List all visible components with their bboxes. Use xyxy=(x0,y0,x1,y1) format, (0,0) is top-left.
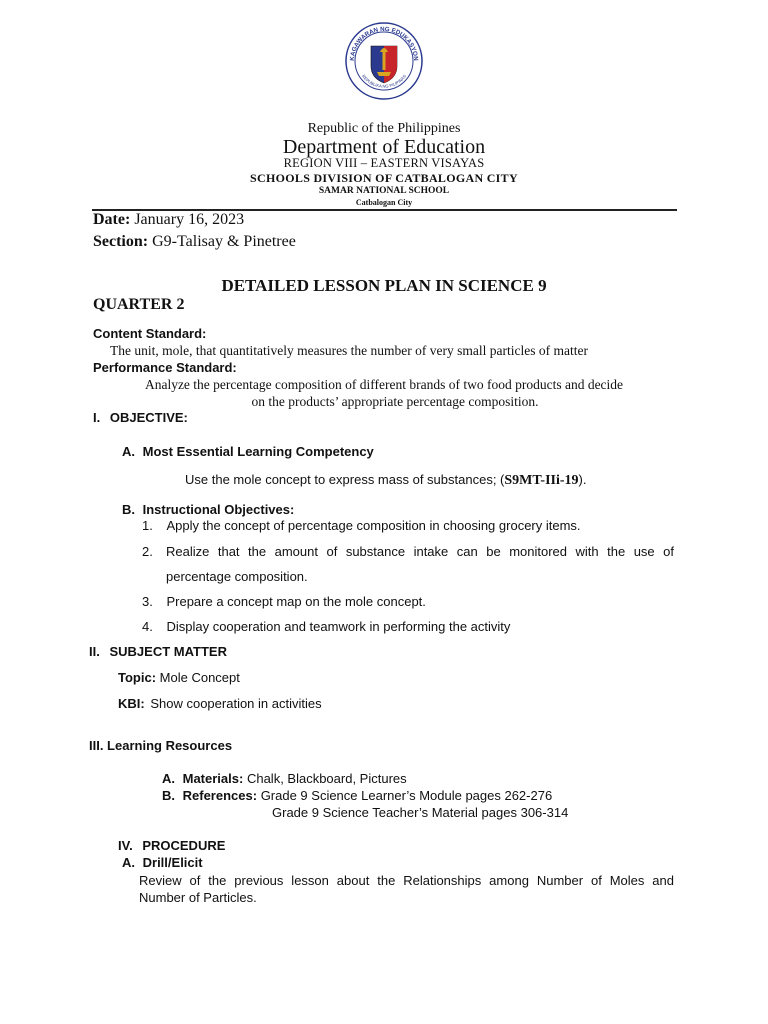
references-line2: Grade 9 Science Teacher’s Material pages 306-314 xyxy=(272,805,569,820)
objective-item-2-cont: percentage composition. xyxy=(166,569,308,584)
section-label: Section: xyxy=(93,233,149,250)
kbi-label: KBI: xyxy=(118,696,145,711)
kbi-row xyxy=(118,696,322,711)
objective-item-4 xyxy=(142,619,510,634)
procedure-title: PROCEDURE xyxy=(142,838,226,853)
content-standard-text: The unit, mole, that quantitatively measures the number of very small particles of matter xyxy=(110,343,588,358)
objective-item-text: Display cooperation and teamwork in performing the activity xyxy=(166,619,511,634)
drill-title: Drill/Elicit xyxy=(142,855,203,870)
references-label: References: xyxy=(182,788,258,803)
division-line: SCHOOLS DIVISION OF CATBALOGAN CITY xyxy=(250,171,518,185)
objective-item-num: 2. xyxy=(142,544,153,559)
objective-item-1 xyxy=(142,518,581,533)
materials-row xyxy=(162,771,407,786)
melc-letter: A. xyxy=(122,444,135,459)
objective-item-num: 3. xyxy=(142,594,153,609)
topic-row xyxy=(118,670,240,685)
objective-item-num: 4. xyxy=(142,619,153,634)
instructional-objectives-heading xyxy=(122,502,294,517)
references-letter: B. xyxy=(162,788,175,803)
section-row xyxy=(93,233,296,251)
drill-text-line2: Number of Particles. xyxy=(139,890,257,905)
procedure-num: IV. xyxy=(118,838,133,853)
materials-value: Chalk, Blackboard, Pictures xyxy=(246,771,407,786)
melc-text-end: ). xyxy=(578,472,587,487)
date-label: Date: xyxy=(93,211,131,228)
objective-title: OBJECTIVE: xyxy=(109,410,188,425)
materials-label: Materials: xyxy=(182,771,244,786)
subject-matter-heading xyxy=(89,644,227,659)
objective-heading xyxy=(93,410,188,425)
seal-top-text: KAGAWARAN NG EDUKASYON xyxy=(348,25,420,61)
references-line1: Grade 9 Science Learner’s Module pages 262-276 xyxy=(260,788,553,803)
republic-line: Republic of the Philippines xyxy=(307,121,461,136)
department-line: Department of Education xyxy=(282,136,486,158)
content-standard-label: Content Standard: xyxy=(93,326,207,341)
drill-text-line1: Review of the previous lesson about the Relationships among Number of Moles and xyxy=(139,873,674,888)
melc-text xyxy=(185,472,587,489)
date-value: January 16, 2023 xyxy=(134,211,245,228)
drill-heading xyxy=(122,855,203,870)
region-line: REGION VIII – EASTERN VISAYAS xyxy=(283,156,485,170)
melc-title: Most Essential Learning Competency xyxy=(142,444,374,459)
deped-seal xyxy=(344,8,424,118)
instr-letter: B. xyxy=(122,502,135,517)
section-value: G9-Talisay & Pinetree xyxy=(152,233,296,250)
melc-code: S9MT-IIi-19 xyxy=(504,473,579,488)
objective-num: I. xyxy=(93,410,101,425)
objective-item-text: Prepare a concept map on the mole concept. xyxy=(166,594,426,609)
objective-item-2 xyxy=(142,544,674,559)
objective-item-text: Apply the concept of percentage composition in choosing grocery items. xyxy=(166,518,581,533)
references-row xyxy=(162,788,552,803)
materials-letter: A. xyxy=(162,771,175,786)
lesson-plan-title: DETAILED LESSON PLAN IN SCIENCE 9 xyxy=(221,276,547,295)
melc-text-main: Use the mole concept to express mass of substances; ( xyxy=(185,472,505,487)
city-line: Catbalogan City xyxy=(355,198,413,207)
date-row xyxy=(93,211,244,229)
kbi-value: Show cooperation in activities xyxy=(150,696,322,711)
subject-matter-title: SUBJECT MATTER xyxy=(109,644,227,659)
learning-resources-heading: III. Learning Resources xyxy=(89,738,233,753)
school-line: SAMAR NATIONAL SCHOOL xyxy=(318,186,450,196)
performance-standard-line1: Analyze the percentage composition of different brands of two food products and decide xyxy=(144,377,624,392)
instr-title: Instructional Objectives: xyxy=(142,502,295,517)
melc-heading xyxy=(122,444,374,459)
seal-bottom-text: REPUBLIKA NG PILIPINAS xyxy=(360,73,408,89)
drill-letter: A. xyxy=(122,855,135,870)
topic-label: Topic: xyxy=(118,670,157,685)
subject-matter-num: II. xyxy=(89,644,100,659)
deped-seal-graphic xyxy=(344,8,424,118)
objective-item-3 xyxy=(142,594,426,609)
objective-item-num: 1. xyxy=(142,518,153,533)
quarter-label: QUARTER 2 xyxy=(93,296,185,313)
objective-item-text: Realize that the amount of substance intake can be monitored with the use of xyxy=(166,544,674,559)
performance-standard-line2: on the products’ appropriate percentage composition. xyxy=(251,394,539,409)
topic-value: Mole Concept xyxy=(159,670,240,685)
performance-standard-label: Performance Standard: xyxy=(93,360,237,375)
procedure-heading xyxy=(118,838,225,853)
